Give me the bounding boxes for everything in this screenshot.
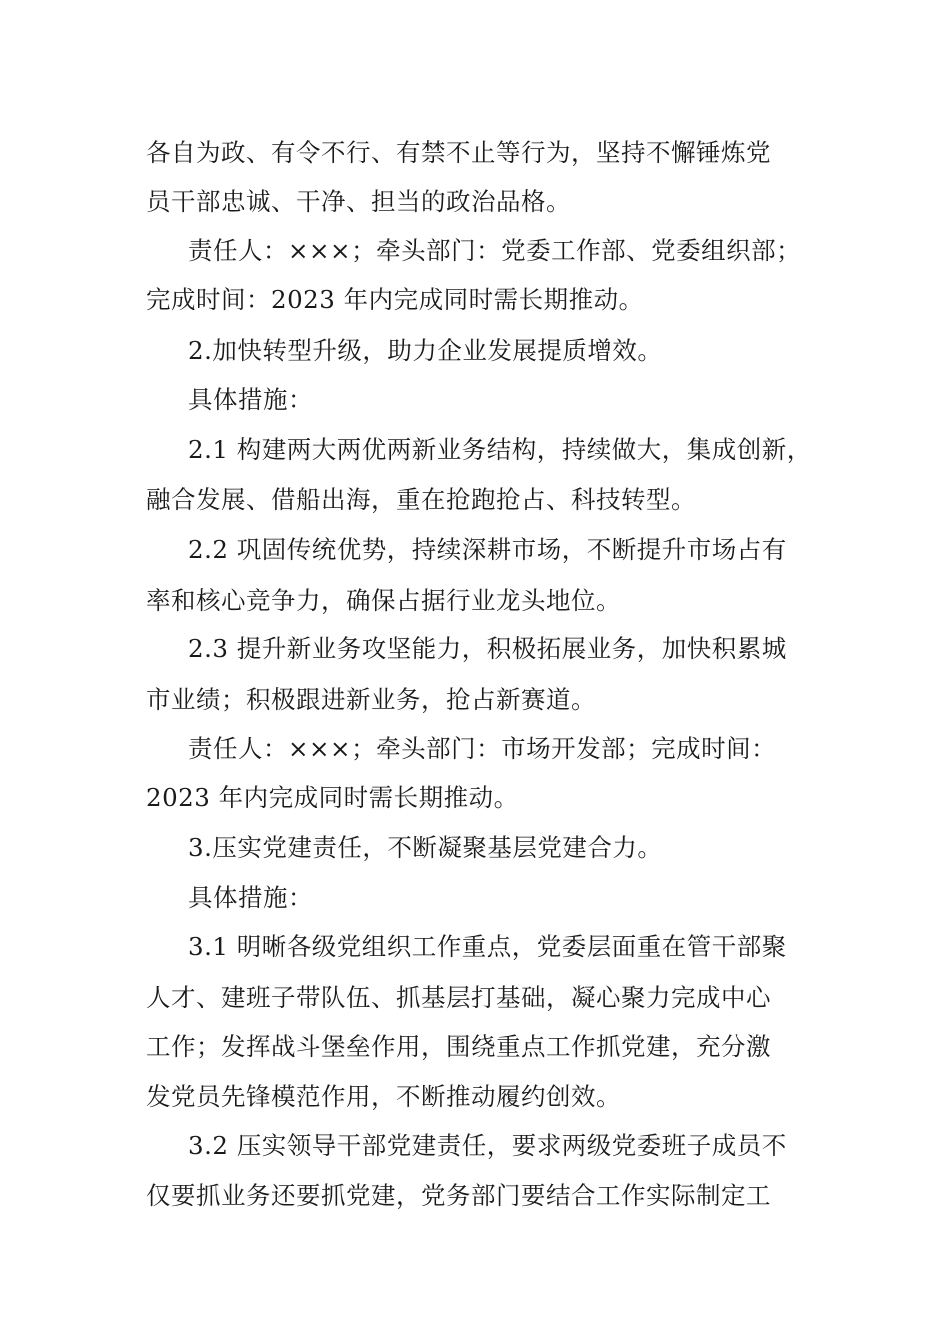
text-line: 市业绩；积极跟进新业务，抢占新赛道。 [146,685,596,714]
text-line: 2.1 构建两大两优两新业务结构，持续做大，集成创新， [188,435,812,464]
text-line: 人才、建班子带队伍、抓基层打基础，凝心聚力完成中心 [146,983,771,1012]
text-line: 3.2 压实领导干部党建责任，要求两级党委班子成员不 [188,1131,787,1160]
text-line: 各自为政、有令不行、有禁不止等行为，坚持不懈锤炼党 [146,138,771,167]
text-line: 2023 年内完成同时需长期推动。 [146,783,519,812]
section-heading: 2.加快转型升级，助力企业发展提质增效。 [188,336,663,365]
text-line: 责任人：×××；牵头部门：市场开发部；完成时间： [188,734,777,763]
text-line: 率和核心竞争力，确保占据行业龙头地位。 [146,586,621,615]
text-line: 员干部忠诚、干净、担当的政治品格。 [146,187,571,216]
section-heading: 3.压实党建责任，不断凝聚基层党建合力。 [188,833,663,862]
text-line: 融合发展、借船出海，重在抢跑抢占、科技转型。 [146,485,696,514]
text-line: 2.3 提升新业务攻坚能力，积极拓展业务，加快积累城 [188,634,787,663]
text-line: 仅要抓业务还要抓党建，党务部门要结合工作实际制定工 [146,1181,771,1210]
text-line: 3.1 明晰各级党组织工作重点，党委层面重在管干部聚 [188,932,787,961]
measures-label: 具体措施： [188,883,313,912]
text-line: 工作；发挥战斗堡垒作用，围绕重点工作抓党建，充分激 [146,1032,771,1061]
measures-label: 具体措施： [188,385,313,414]
text-line: 完成时间：2023 年内完成同时需长期推动。 [146,285,644,314]
text-line: 2.2 巩固传统优势，持续深耕市场，不断提升市场占有 [188,535,787,564]
text-line: 发党员先锋模范作用，不断推动履约创效。 [146,1082,621,1111]
text-line: 责任人：×××；牵头部门：党委工作部、党委组织部； [188,236,802,265]
